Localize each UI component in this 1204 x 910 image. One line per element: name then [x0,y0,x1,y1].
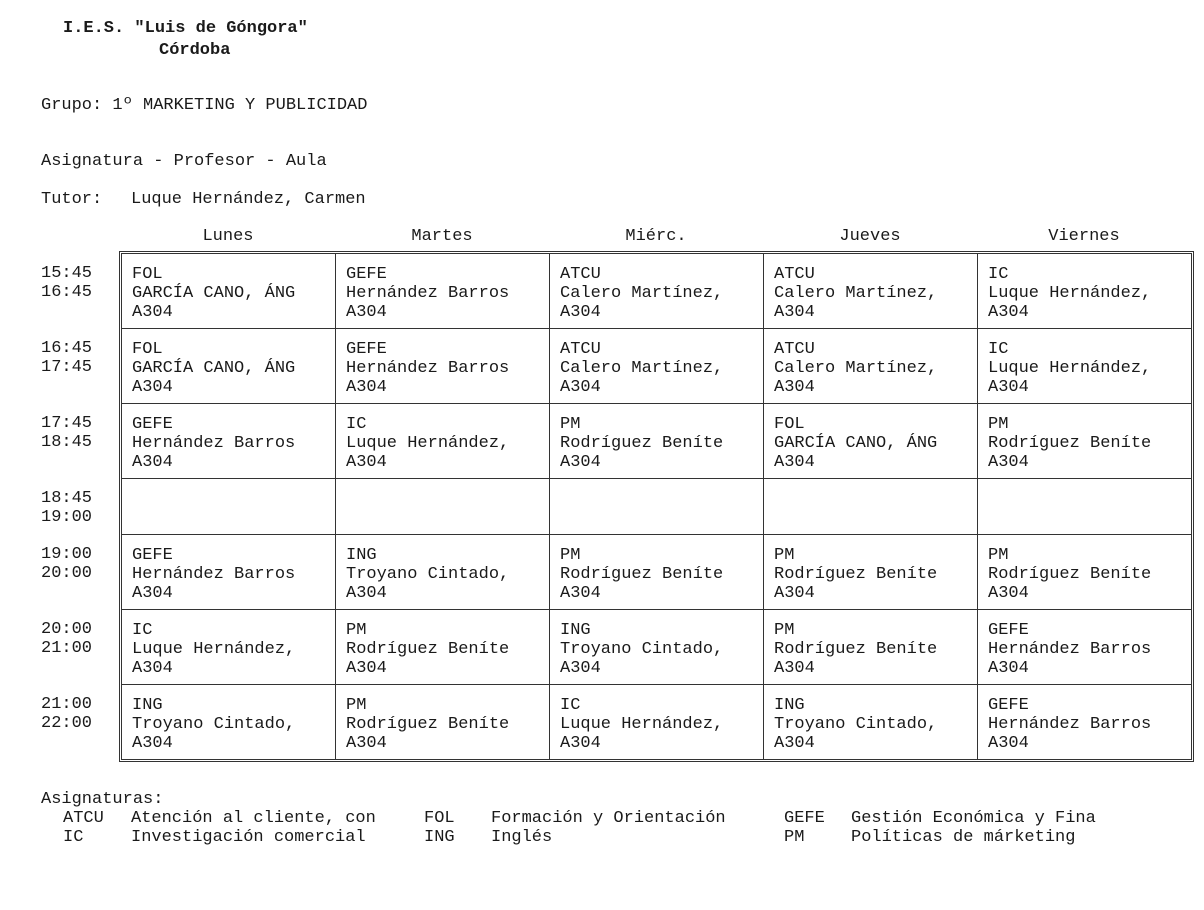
cell-teacher [774,509,977,528]
slot-start-time: 17:45 [41,414,93,433]
cell-teacher [346,509,549,528]
day-header: Miérc. [625,227,687,246]
cell-teacher: Hernández Barros [346,359,510,378]
cell-room: A304 [774,734,815,753]
cell-teacher: GARCÍA CANO, ÁNG [132,359,296,378]
day-header: Jueves [839,227,901,246]
cell-subject [132,490,335,509]
cell-teacher: GARCÍA CANO, ÁNG [132,284,296,303]
cell-teacher: Rodríguez Beníte [560,565,724,584]
slot-end-time: 17:45 [41,358,93,377]
timetable-cell [549,403,764,479]
timetable-cell [121,534,336,610]
time-slot-label [41,489,92,527]
slot-start-time: 20:00 [41,620,93,639]
cell-room: A304 [346,734,387,753]
tutor-label: Tutor: [41,190,103,209]
time-slot-label [41,414,92,452]
timetable-cell [549,534,764,610]
legend-name: Gestión Económica y Fina [851,809,1096,828]
cell-subject: ING [774,696,805,715]
slot-end-time: 21:00 [41,639,93,658]
timetable-cell [977,609,1192,685]
timetable-cell [335,534,550,610]
timetable-cell [335,609,550,685]
cell-subject: GEFE [132,546,173,565]
cell-room: A304 [132,303,173,322]
timetable-cell [335,478,550,535]
cell-teacher: Hernández Barros [346,284,510,303]
cell-subject: IC [988,340,1009,359]
cell-teacher: Rodríguez Beníte [774,640,938,659]
day-header: Martes [411,227,473,246]
timetable-cell [121,609,336,685]
slot-end-time: 22:00 [41,714,93,733]
legend-code: GEFE [784,809,825,828]
legend-title: Asignaturas: [41,790,164,809]
cell-subject: GEFE [346,265,387,284]
slot-end-time: 20:00 [41,564,93,583]
cell-room: A304 [132,584,173,603]
timetable-cell [121,328,336,404]
timetable-cell [763,328,978,404]
legend-name: Atención al cliente, con [131,809,376,828]
cell-subject [988,490,1191,509]
cell-room: A304 [774,584,815,603]
cell-room: A304 [560,453,601,472]
time-slot-label [41,695,92,733]
cell-subject: FOL [132,265,163,284]
cell-room: A304 [132,659,173,678]
cell-subject: PM [774,621,795,640]
timetable-cell [335,253,550,329]
slot-start-time: 21:00 [41,695,93,714]
cell-teacher: Hernández Barros [132,565,296,584]
legend-name: Políticas de márketing [851,828,1076,847]
cell-subject: GEFE [988,621,1029,640]
cell-room: A304 [132,734,173,753]
cell-subject: IC [988,265,1009,284]
cell-subject: PM [346,621,367,640]
cell-subject [346,490,549,509]
cell-teacher: Luque Hernández, [560,715,724,734]
day-header: Lunes [202,227,254,246]
timetable-cell [763,609,978,685]
cell-teacher: Luque Hernández, [988,359,1152,378]
cell-teacher: Luque Hernández, [132,640,296,659]
cell-teacher [560,509,763,528]
cell-subject: ATCU [560,265,601,284]
slot-start-time: 16:45 [41,339,93,358]
cell-subject: GEFE [346,340,387,359]
legend-name: Inglés [491,828,553,847]
cell-teacher [988,509,1191,528]
cell-teacher: Hernández Barros [132,434,296,453]
timetable-cell [549,684,764,760]
timetable-cell [549,328,764,404]
day-header: Viernes [1048,227,1120,246]
cell-teacher: Troyano Cintado, [560,640,724,659]
slot-end-time: 16:45 [41,283,93,302]
cell-teacher: Calero Martínez, [560,284,724,303]
timetable-cell [549,253,764,329]
time-slot-label [41,264,92,302]
cell-room: A304 [988,584,1029,603]
cell-room: A304 [988,659,1029,678]
cell-room: A304 [988,378,1029,397]
cell-room: A304 [346,659,387,678]
timetable-cell [549,478,764,535]
legend-code: PM [784,828,805,847]
cell-teacher: Calero Martínez, [774,284,938,303]
cell-subject: ING [346,546,377,565]
timetable-cell [977,478,1192,535]
legend-code: FOL [424,809,455,828]
cell-room: A304 [560,584,601,603]
table-subtitle: Asignatura - Profesor - Aula [41,152,327,171]
timetable-cell [121,403,336,479]
cell-subject: FOL [132,340,163,359]
timetable-cell [121,684,336,760]
cell-teacher: Troyano Cintado, [346,565,510,584]
cell-room: A304 [346,453,387,472]
tutor-name: Luque Hernández, Carmen [131,190,366,209]
cell-subject: PM [560,546,581,565]
timetable-cell [121,253,336,329]
cell-teacher: Calero Martínez, [560,359,724,378]
cell-subject: GEFE [988,696,1029,715]
cell-room: A304 [346,378,387,397]
timetable-cell [977,328,1192,404]
school-city: Córdoba [159,41,231,60]
timetable-cell [335,684,550,760]
cell-teacher: Rodríguez Beníte [774,565,938,584]
cell-subject: PM [560,415,581,434]
legend-name: Investigación comercial [131,828,366,847]
cell-room: A304 [132,378,173,397]
cell-subject: IC [132,621,153,640]
cell-teacher: Troyano Cintado, [132,715,296,734]
slot-start-time: 19:00 [41,545,93,564]
cell-subject: PM [346,696,367,715]
cell-room: A304 [132,453,173,472]
cell-room: A304 [560,303,601,322]
cell-teacher: Rodríguez Beníte [346,640,510,659]
cell-room: A304 [774,303,815,322]
cell-room: A304 [774,659,815,678]
cell-subject: ING [132,696,163,715]
time-slot-label [41,620,92,658]
timetable-grid [119,251,1194,762]
cell-room: A304 [560,378,601,397]
cell-teacher: Rodríguez Beníte [560,434,724,453]
cell-room: A304 [560,734,601,753]
legend-code: IC [63,828,84,847]
cell-subject: ATCU [774,340,815,359]
cell-room: A304 [346,584,387,603]
cell-teacher: GARCÍA CANO, ÁNG [774,434,938,453]
cell-subject [774,490,977,509]
cell-subject [560,490,763,509]
cell-subject: IC [560,696,581,715]
timetable-cell [977,684,1192,760]
cell-subject: PM [988,415,1009,434]
cell-subject: ATCU [560,340,601,359]
cell-teacher: Rodríguez Beníte [346,715,510,734]
timetable-cell [763,478,978,535]
group-title: Grupo: 1º MARKETING Y PUBLICIDAD [41,96,368,115]
slot-end-time: 19:00 [41,508,93,527]
cell-teacher: Rodríguez Beníte [988,565,1152,584]
cell-room: A304 [988,303,1029,322]
time-slot-label [41,339,92,377]
cell-subject: ING [560,621,591,640]
timetable-cell [335,328,550,404]
timetable-cell [121,478,336,535]
cell-room: A304 [988,453,1029,472]
slot-start-time: 18:45 [41,489,93,508]
school-name: I.E.S. "Luis de Góngora" [63,19,308,38]
timetable-cell [549,609,764,685]
time-slot-label [41,545,92,583]
cell-room: A304 [346,303,387,322]
cell-teacher: Calero Martínez, [774,359,938,378]
cell-teacher: Hernández Barros [988,640,1152,659]
cell-room: A304 [774,378,815,397]
legend-code: ATCU [63,809,104,828]
cell-teacher: Troyano Cintado, [774,715,938,734]
cell-room: A304 [774,453,815,472]
slot-start-time: 15:45 [41,264,93,283]
legend-name: Formación y Orientación [491,809,726,828]
timetable-cell [335,403,550,479]
cell-teacher: Hernández Barros [988,715,1152,734]
timetable-cell [977,403,1192,479]
timetable-cell [977,534,1192,610]
cell-subject: IC [346,415,367,434]
legend-code: ING [424,828,455,847]
timetable-cell [763,534,978,610]
slot-end-time: 18:45 [41,433,93,452]
cell-subject: GEFE [132,415,173,434]
cell-teacher [132,509,335,528]
cell-room: A304 [988,734,1029,753]
cell-subject: PM [774,546,795,565]
timetable-cell [977,253,1192,329]
cell-teacher: Rodríguez Beníte [988,434,1152,453]
cell-subject: PM [988,546,1009,565]
timetable-cell [763,403,978,479]
timetable-cell [763,684,978,760]
cell-subject: ATCU [774,265,815,284]
cell-subject: FOL [774,415,805,434]
timetable-cell [763,253,978,329]
cell-teacher: Luque Hernández, [988,284,1152,303]
cell-teacher: Luque Hernández, [346,434,510,453]
cell-room: A304 [560,659,601,678]
